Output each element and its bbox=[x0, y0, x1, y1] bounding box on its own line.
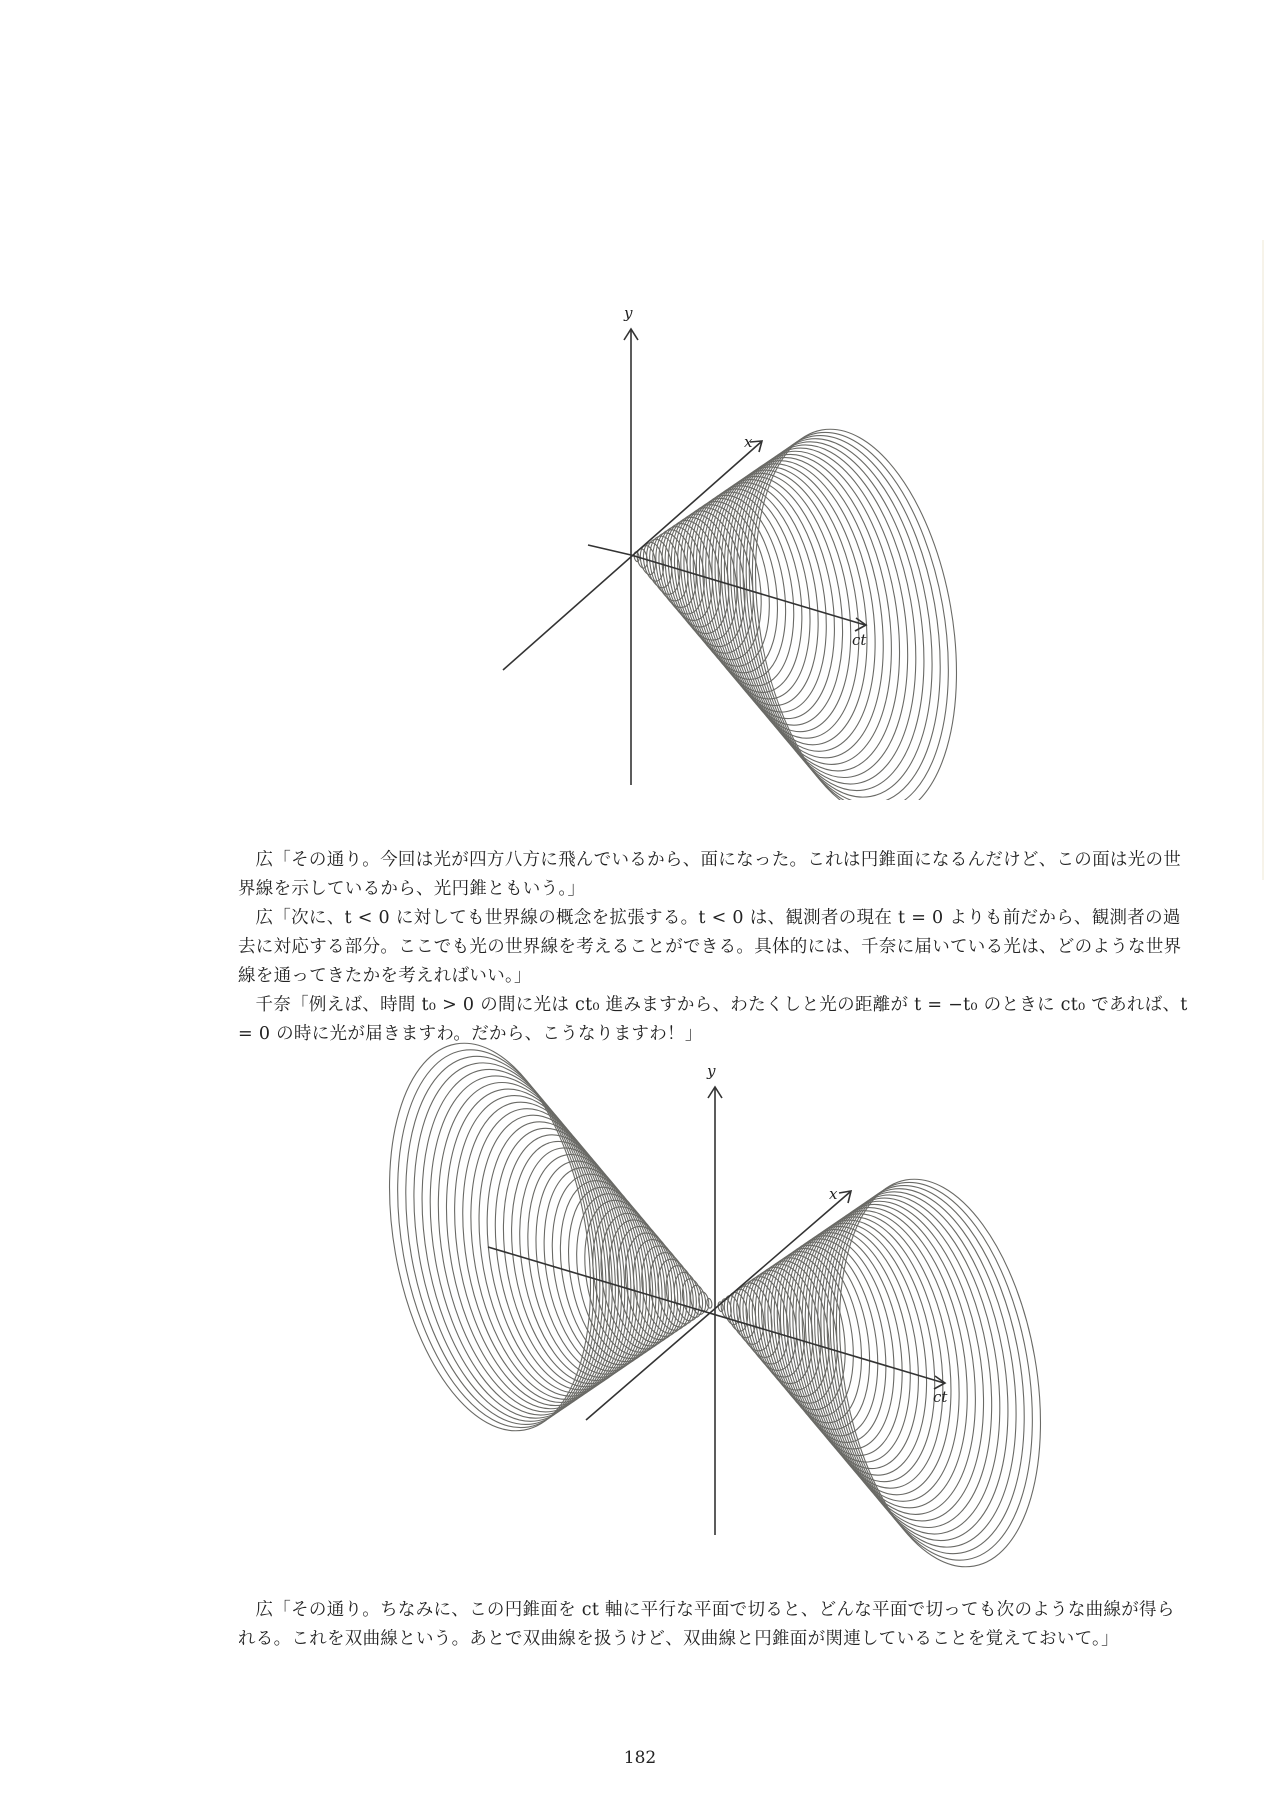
figure-light-cone bbox=[0, 0, 1280, 800]
ct-axis bbox=[488, 1247, 944, 1383]
ct-axis-arrow-icon bbox=[855, 618, 866, 631]
axes bbox=[503, 329, 866, 785]
cone-surface bbox=[633, 413, 984, 800]
x-axis-label: x bbox=[829, 1185, 838, 1203]
paragraph: 広「その通り。今回は光が四方八方に飛んでいるから、面になった。これは円錐面になるんだけど、この面は光の世界線を示しているから、光円錐ともいう。」 bbox=[238, 850, 1182, 899]
dialogue-block-2 bbox=[238, 1596, 1190, 1654]
figure-double-light-cone bbox=[0, 1040, 1280, 1600]
ct-axis-negative bbox=[588, 545, 631, 555]
ct-axis-label: ct bbox=[852, 631, 867, 649]
ct-axis bbox=[631, 555, 865, 625]
y-axis-label: y bbox=[624, 304, 633, 322]
double-light-cone-diagram bbox=[0, 1040, 1280, 1600]
paragraph: 広「次に、t < 0 に対しても世界線の概念を拡張する。t < 0 は、観測者の現在 t = 0 よりも前だから、観測者の過去に対応する部分。ここでも光の世界線を考えることができる。具体的には、千奈に届いている光は、どのような世界線を通ってきたかを考えればいい。」 bbox=[238, 908, 1182, 986]
ct-axis-label: ct bbox=[933, 1388, 948, 1406]
x-axis-label: x bbox=[744, 433, 753, 451]
paragraph: 広「その通り。ちなみに、この円錐面を ct 軸に平行な平面で切ると、どんな平面で切っても次のような曲線が得られる。これを双曲線という。あとで双曲線を扱うけど、双曲線と円錐面が関連していることを覚えておいて。」 bbox=[238, 1600, 1175, 1649]
dialogue-block-1 bbox=[238, 846, 1190, 1049]
page-number: 182 bbox=[623, 1748, 657, 1768]
y-axis-label: y bbox=[707, 1062, 716, 1080]
paragraph: 千奈「例えば、時間 t₀ > 0 の間に光は ct₀ 進みますから、わたくしと光の距離が t = −t₀ のときに ct₀ であれば、t = 0 の時に光が届きますわ。だから、こうなりますわ！」 bbox=[238, 995, 1188, 1044]
light-cone-diagram bbox=[0, 0, 1280, 800]
